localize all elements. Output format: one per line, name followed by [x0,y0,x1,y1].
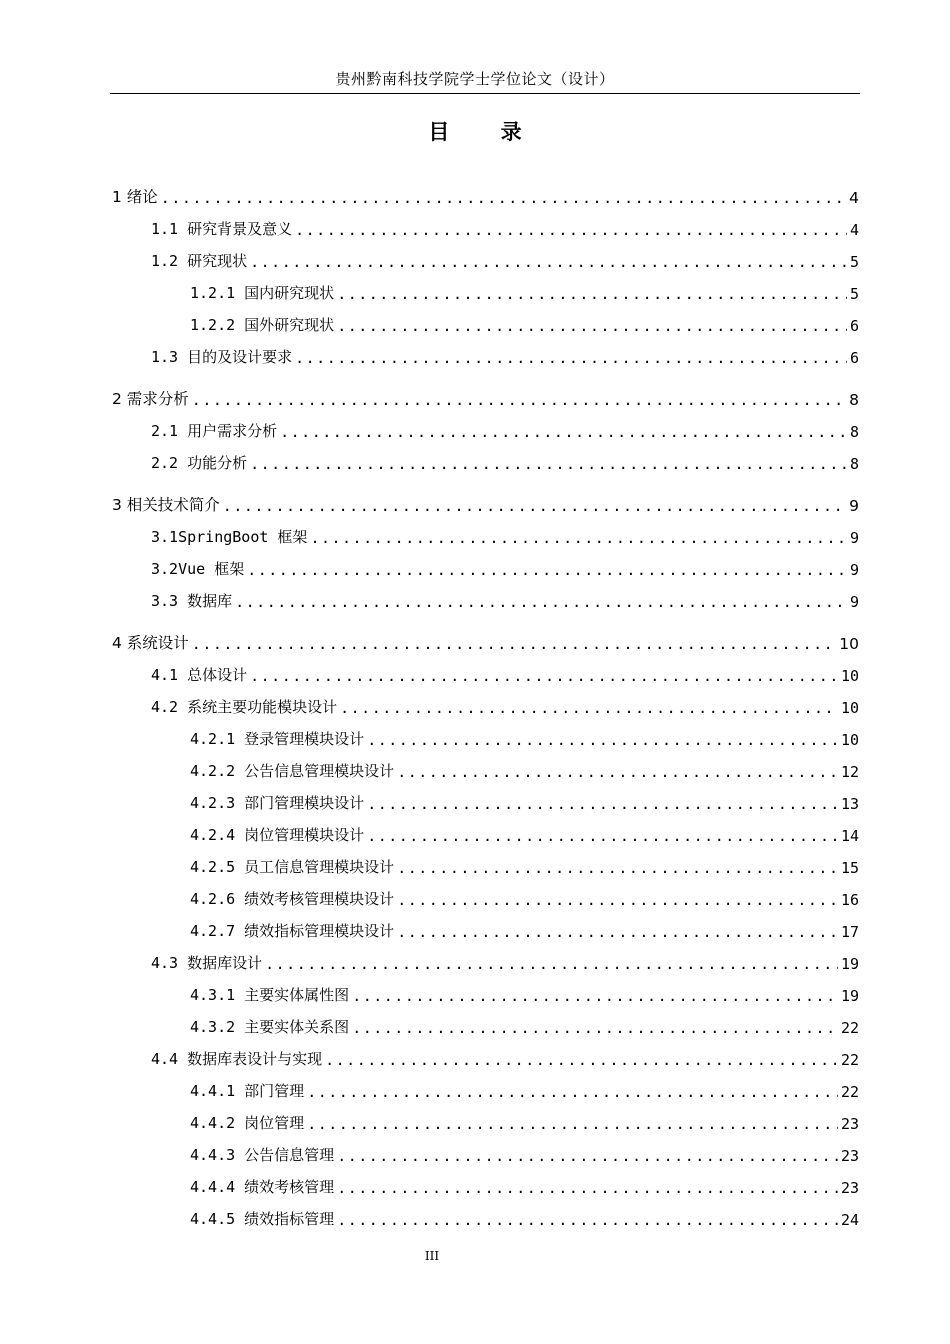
toc-dot-leader [325,1051,838,1069]
toc-entry-label: 1.2.2 国外研究现状 [190,316,335,334]
toc-entry[interactable] [151,449,859,473]
toc-entry-page: 4 [849,221,859,239]
toc-entry-label: 1.2.1 国内研究现状 [190,284,335,302]
toc-dot-leader [337,1211,838,1229]
toc-entry-label: 4.2.2 公告信息管理模块设计 [190,762,395,780]
toc-entry-label: 4.2.6 绩效考核管理模块设计 [190,890,395,908]
toc-entry-page: 19 [840,987,859,1005]
toc-entry-label: 2 需求分析 [112,390,189,408]
toc-entry-page: 23 [840,1147,859,1165]
toc-dot-leader [250,667,838,685]
toc-entry[interactable] [190,1173,859,1197]
toc-entry-label: 3 相关技术简介 [112,496,220,514]
toc-entry[interactable] [190,1205,859,1229]
toc-dot-leader [161,189,846,207]
toc-entry-page: 4 [849,189,859,207]
toc-entry[interactable] [112,491,859,515]
toc-entry[interactable] [190,311,859,335]
toc-dot-leader [250,455,847,473]
toc-dot-leader [307,1083,838,1101]
toc-entry-label: 3.2Vue 框架 [151,560,245,578]
toc-dot-leader [367,731,838,749]
toc-entry[interactable] [151,1045,859,1069]
toc-entry[interactable] [151,555,859,579]
toc-entry-page: 19 [840,955,859,973]
toc-entry-label: 4.4.3 公告信息管理 [190,1146,335,1164]
toc-entry-page: 10 [839,635,859,653]
toc-dot-leader [397,891,838,909]
toc-entry-page: 6 [849,317,859,335]
toc-entry[interactable] [190,885,859,909]
toc-dot-leader [367,795,838,813]
toc-entry[interactable] [190,1109,859,1133]
toc-entry-page: 23 [840,1115,859,1133]
toc-entry-label: 4.1 总体设计 [151,666,248,684]
toc-entry[interactable] [190,1141,859,1165]
toc-entry-label: 4.4.5 绩效指标管理 [190,1210,335,1228]
toc-dot-leader [397,859,838,877]
running-header: 贵州黔南科技学院学士学位论文（设计） [335,70,615,88]
toc-entry-page: 9 [849,593,859,611]
toc-dot-leader [397,763,838,781]
toc-entry[interactable] [151,693,859,717]
toc-dot-leader [250,253,847,271]
toc-entry[interactable] [190,1013,859,1037]
toc-entry-page: 23 [840,1179,859,1197]
toc-entry-label: 4.2.7 绩效指标管理模块设计 [190,922,395,940]
toc-entry-label: 4.2.5 员工信息管理模块设计 [190,858,395,876]
toc-entry-label: 4.2.1 登录管理模块设计 [190,730,365,748]
toc-entry-page: 5 [849,285,859,303]
toc-entry-page: 10 [840,731,859,749]
toc-entry-page: 17 [840,923,859,941]
toc-entry-label: 4 系统设计 [112,634,189,652]
toc-entry[interactable] [151,215,859,239]
toc-entry[interactable] [190,981,859,1005]
toc-entry[interactable] [190,757,859,781]
toc-dot-leader [397,923,838,941]
toc-dot-leader [295,349,847,367]
toc-entry[interactable] [151,661,859,685]
toc-entry[interactable] [151,949,859,973]
toc-entry-page: 13 [840,795,859,813]
toc-entry-label: 4.4.2 岗位管理 [190,1114,305,1132]
toc-entry[interactable] [190,725,859,749]
toc-entry-page: 14 [840,827,859,845]
toc-title: 目 录 [428,120,544,144]
toc-entry-label: 4.4.4 绩效考核管理 [190,1178,335,1196]
toc-entry-label: 4.3 数据库设计 [151,954,263,972]
toc-entry-page: 12 [840,763,859,781]
toc-entry-label: 2.2 功能分析 [151,454,248,472]
toc-entry[interactable] [112,385,859,409]
toc-entry-label: 2.1 用户需求分析 [151,422,278,440]
toc-entry-page: 22 [840,1051,859,1069]
toc-entry-label: 1 绪论 [112,188,158,206]
toc-dot-leader [307,1115,838,1133]
toc-dot-leader [352,1019,838,1037]
toc-entry-page: 9 [849,561,859,579]
toc-dot-leader [337,317,847,335]
toc-entry-label: 4.2.4 岗位管理模块设计 [190,826,365,844]
toc-entry-page: 8 [849,423,859,441]
toc-entry[interactable] [190,821,859,845]
toc-entry-label: 1.3 目的及设计要求 [151,348,293,366]
toc-entry[interactable] [190,789,859,813]
toc-entry[interactable] [190,917,859,941]
toc-entry-page: 22 [840,1083,859,1101]
toc-entry-page: 15 [840,859,859,877]
toc-entry[interactable] [190,279,859,303]
toc-dot-leader [367,827,838,845]
toc-entry[interactable] [190,853,859,877]
toc-entry[interactable] [151,523,859,547]
toc-entry-page: 10 [840,667,859,685]
toc-dot-leader [192,635,836,653]
toc-dot-leader [192,391,846,409]
toc-dot-leader [247,561,847,579]
toc-entry-page: 9 [849,529,859,547]
toc-entry-label: 4.3.1 主要实体属性图 [190,986,350,1004]
toc-entry[interactable] [112,183,859,207]
page-number: III [424,1249,440,1263]
toc-entry-label: 4.4 数据库表设计与实现 [151,1050,323,1068]
toc-entry-page: 8 [849,455,859,473]
toc-entry-label: 1.1 研究背景及意义 [151,220,293,238]
toc-entry-label: 4.2.3 部门管理模块设计 [190,794,365,812]
toc-dot-leader [352,987,838,1005]
toc-entry-page: 16 [840,891,859,909]
toc-dot-leader [340,699,838,717]
toc-entry-page: 10 [840,699,859,717]
toc-entry-label: 1.2 研究现状 [151,252,248,270]
toc-dot-leader [265,955,838,973]
toc-entry-page: 5 [849,253,859,271]
toc-entry-page: 6 [849,349,859,367]
toc-dot-leader [280,423,847,441]
toc-entry-label: 4.2 系统主要功能模块设计 [151,698,338,716]
toc-entry[interactable] [151,343,859,367]
toc-entry[interactable] [151,587,859,611]
toc-entry-label: 4.3.2 主要实体关系图 [190,1018,350,1036]
toc-dot-leader [337,1147,838,1165]
toc-entry[interactable] [151,417,859,441]
toc-entry-label: 3.1SpringBoot 框架 [151,528,308,546]
toc-entry-page: 8 [849,391,859,409]
toc-entry-page: 24 [840,1211,859,1229]
toc-entry-page: 22 [840,1019,859,1037]
toc-dot-leader [310,529,847,547]
toc-entry-page: 9 [849,497,859,515]
toc-entry[interactable] [190,1077,859,1101]
toc-dot-leader [337,1179,838,1197]
toc-entry[interactable] [151,247,859,271]
toc-dot-leader [295,221,847,239]
toc-entry-label: 4.4.1 部门管理 [190,1082,305,1100]
toc-dot-leader [337,285,847,303]
toc-dot-leader [235,593,847,611]
toc-entry[interactable] [112,629,859,653]
toc-dot-leader [223,497,846,515]
toc-entry-label: 3.3 数据库 [151,592,233,610]
